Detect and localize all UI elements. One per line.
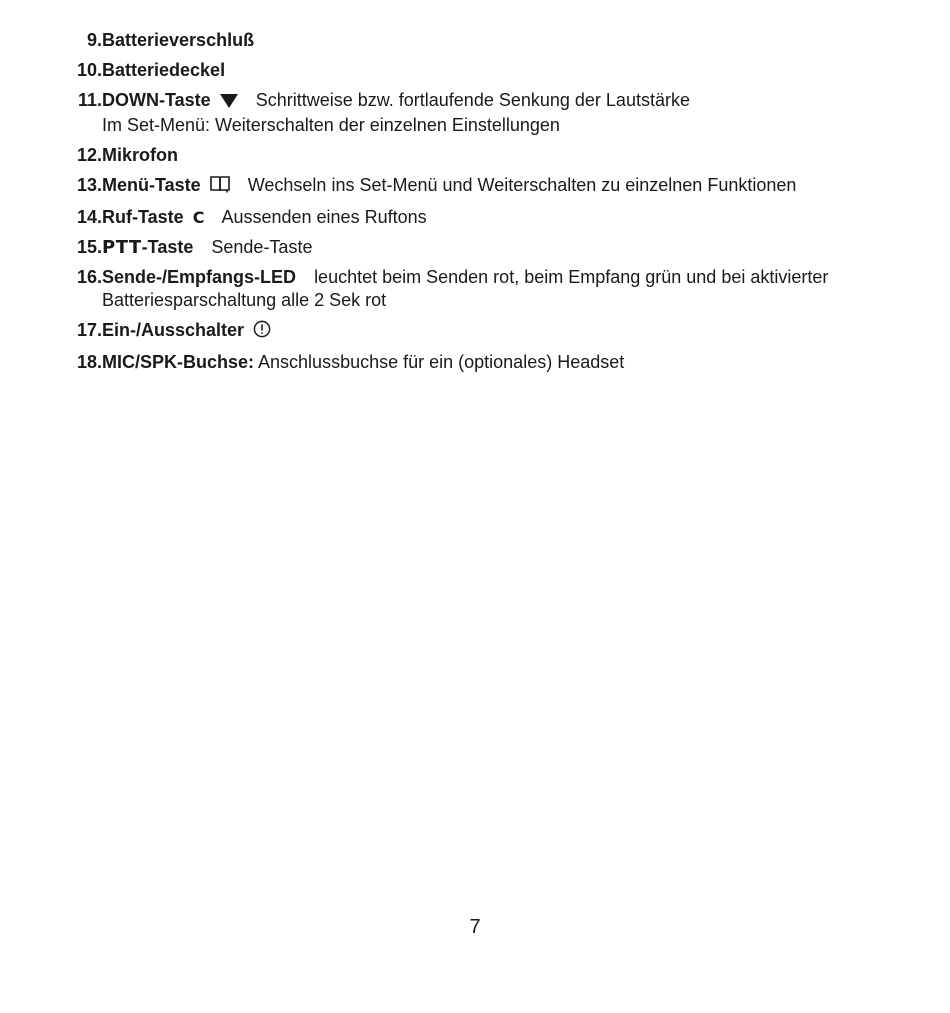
list-item: [60, 351, 900, 374]
item-term: Ein-/Ausschalter: [102, 320, 245, 340]
item-term: Menü-Taste: [102, 175, 201, 195]
list-item: [60, 29, 900, 52]
item-number: 12.: [76, 145, 102, 165]
item-description: Aussenden eines Ruftons: [221, 207, 427, 227]
item-description: Schrittweise bzw. fortlaufende Senkung der Lautstärke: [255, 90, 690, 110]
item-description-continued: Im Set-Menü: Weiterschalten der einzelnen Einstellungen: [102, 115, 560, 135]
item-term: Batteriedeckel: [102, 60, 226, 80]
item-number: 18.: [76, 352, 102, 372]
item-number: 14.: [76, 207, 102, 227]
feature-list: [60, 29, 900, 381]
list-item: [60, 89, 900, 137]
item-description: Sende-Taste: [211, 237, 313, 257]
item-description: Anschlussbuchse für ein (optionales) Headset: [258, 352, 625, 372]
item-number: 10.: [76, 60, 102, 80]
list-item: [60, 319, 900, 344]
item-body: [102, 59, 900, 82]
call-key-symbol: C: [192, 208, 205, 227]
item-term: -Taste: [141, 237, 194, 257]
page-number: 7: [469, 916, 481, 938]
item-number: 9.: [86, 30, 102, 50]
item-body: [102, 351, 900, 374]
item-number: 15.: [76, 237, 102, 257]
item-description: leuchtet beim Senden rot, beim Empfang grün und bei aktivierter: [314, 267, 829, 287]
ptt-label: PTT: [102, 237, 142, 258]
item-body: [102, 266, 900, 312]
item-description-continued: Batteriesparschaltung alle 2 Sek rot: [102, 290, 387, 310]
item-number: 13.: [76, 175, 102, 195]
item-term: Sende-/Empfangs-LED: [102, 267, 297, 287]
list-item: [60, 236, 900, 259]
item-description: Wechseln ins Set-Menü und Weiterschalten zu einzelnen Funktionen: [247, 175, 797, 195]
list-item: [60, 144, 900, 167]
book-icon: [210, 175, 230, 199]
list-item: [60, 174, 900, 199]
item-body: [102, 29, 900, 52]
item-body: [102, 144, 900, 167]
item-term: DOWN-Taste: [102, 90, 211, 110]
item-body: [102, 174, 900, 199]
power-icon: [253, 320, 271, 344]
item-body: [102, 89, 900, 137]
item-term: MIC/SPK-Buchse:: [102, 352, 255, 372]
list-item: [60, 59, 900, 82]
item-body: [102, 236, 900, 259]
item-number: 11.: [77, 90, 102, 110]
list-item: [60, 206, 900, 229]
list-item: [60, 266, 900, 312]
item-number: 16.: [76, 267, 102, 287]
item-body: [102, 319, 900, 344]
item-term: Ruf-Taste: [102, 207, 184, 227]
down-triangle-icon: [220, 91, 238, 114]
item-term: Mikrofon: [102, 145, 178, 165]
item-body: [102, 206, 900, 229]
item-number: 17.: [76, 320, 102, 340]
item-term: Batterieverschluß: [102, 30, 255, 50]
